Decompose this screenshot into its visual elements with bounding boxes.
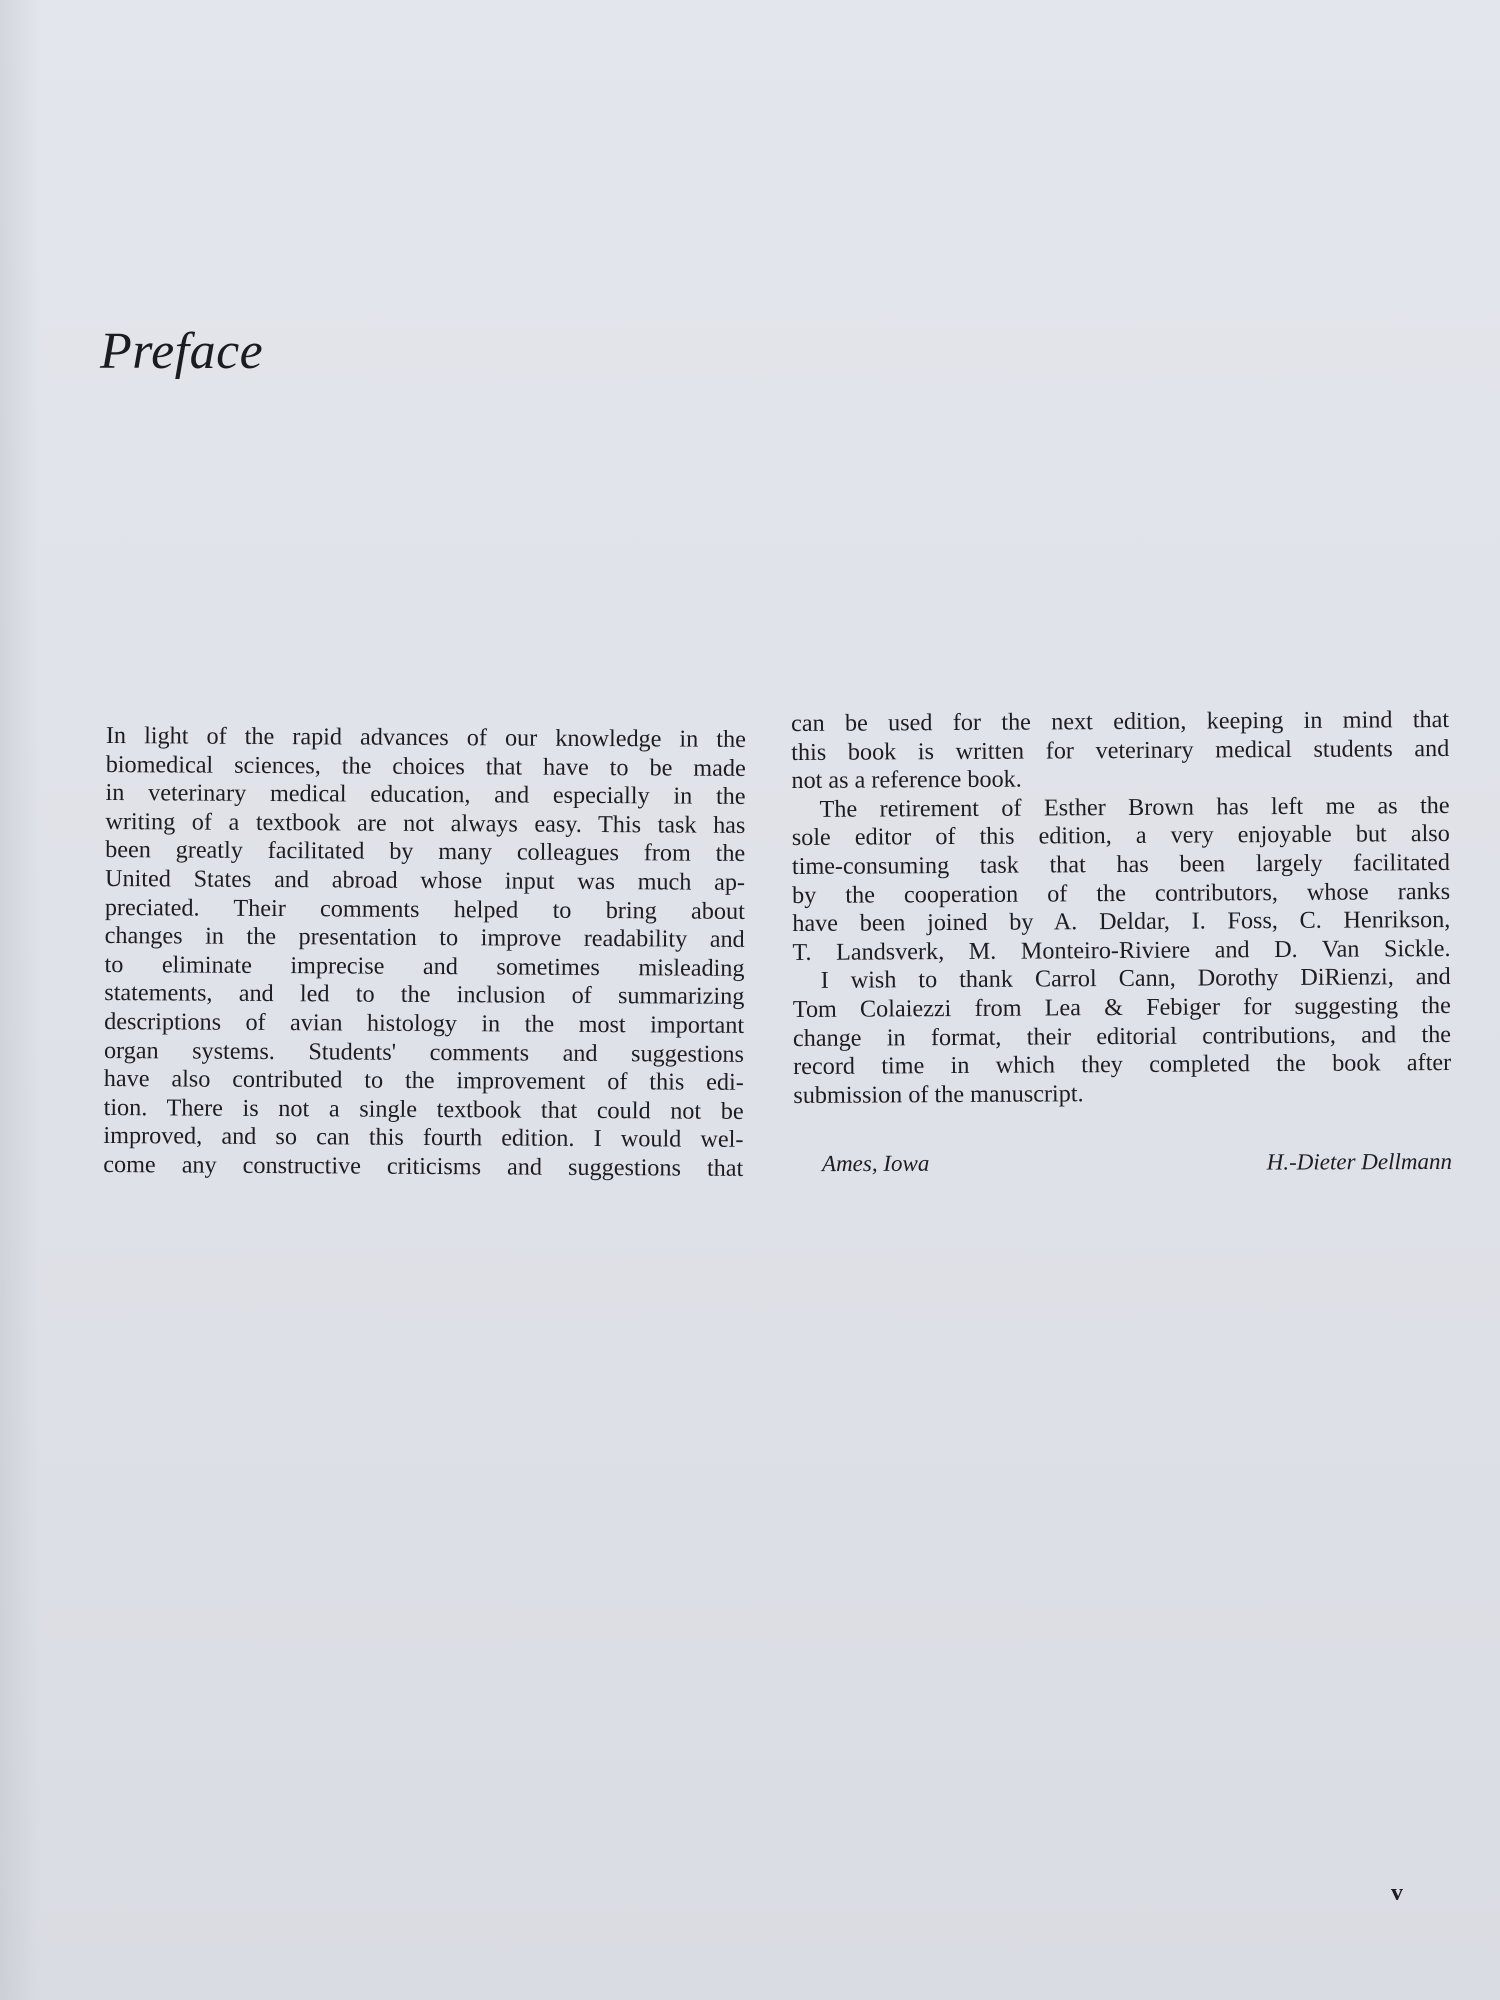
text-line: this book is written for veterinary medical students and	[791, 734, 1450, 766]
text-line: come any constructive criticisms and suggestions that	[103, 1150, 744, 1182]
text-line: have also contributed to the improvement of this edi-	[103, 1065, 744, 1097]
text-line: can be used for the next edition, keeping in mind that	[791, 705, 1450, 737]
text-line: to eliminate imprecise and sometimes misleading	[104, 950, 745, 982]
page-number: v	[1391, 1880, 1403, 1906]
text-line: descriptions of avian histology in the most important	[104, 1007, 745, 1039]
text-line: United States and abroad whose input was much ap-	[104, 864, 746, 896]
signature-block	[822, 1149, 1452, 1183]
text-line: submission of the manuscript.	[793, 1079, 1084, 1109]
text-line: change in format, their editorial contributions, and the	[792, 1020, 1452, 1052]
text-line: been greatly facilitated by many colleagues from the	[105, 836, 746, 868]
right-text-column	[791, 706, 1451, 1110]
text-line: in veterinary medical education, and especially in the	[105, 779, 746, 811]
text-line: preciated. Their comments helped to bring about	[104, 893, 745, 925]
text-line: record time in which they completed the book after	[793, 1049, 1452, 1081]
text-line: biomedical sciences, the choices that have to be made	[105, 750, 746, 782]
signature-name: H.-Dieter Dellmann	[1266, 1148, 1453, 1175]
text-line: statements, and led to the inclusion of summarizing	[104, 979, 745, 1011]
text-line: In light of the rapid advances of our knowledge in the	[105, 722, 746, 753]
text-line: have been joined by A. Deldar, I. Foss, C. Henrikson,	[792, 906, 1451, 938]
text-line: Tom Colaiezzi from Lea & Febiger for suggesting the	[792, 991, 1451, 1023]
text-line: tion. There is not a single textbook that could not be	[103, 1093, 744, 1125]
text-line: writing of a textbook are not always easy. This task has	[105, 807, 746, 839]
text-line: The retirement of Esther Brown has left me as the	[819, 791, 1450, 823]
left-text-column	[103, 722, 746, 1183]
page-title: Preface	[100, 323, 264, 380]
text-line: improved, and so can this fourth edition. I would wel-	[103, 1122, 744, 1154]
text-line: not as a reference book.	[791, 765, 1022, 795]
text-line: T. Landsverk, M. Monteiro-Riviere and D. Van Sickle.	[792, 934, 1451, 966]
page-gutter-shadow	[0, 0, 40, 2000]
text-line: I wish to thank Carrol Cann, Dorothy DiRienzi, and	[820, 963, 1451, 995]
text-line: organ systems. Students' comments and suggestions	[103, 1036, 745, 1068]
text-line: sole editor of this edition, a very enjoyable but also	[791, 820, 1450, 852]
text-line: changes in the presentation to improve readability and	[104, 922, 745, 954]
text-line: time-consuming task that has been largely facilitated	[791, 848, 1451, 880]
signature-place: Ames, Iowa	[821, 1150, 930, 1177]
text-line: by the cooperation of the contributors, whose ranks	[792, 877, 1451, 909]
